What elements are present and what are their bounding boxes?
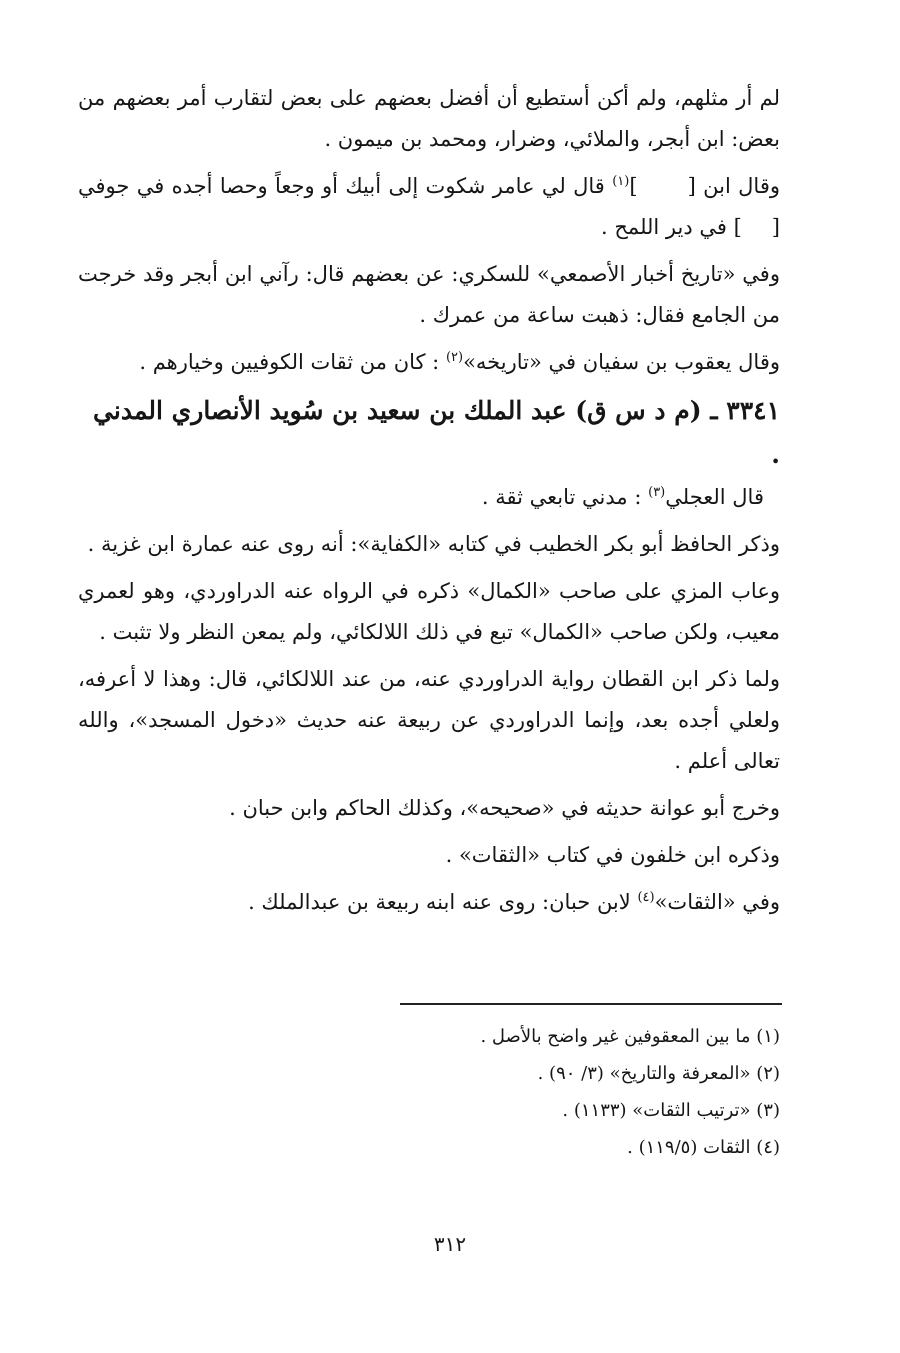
entry-sentence-3-text: وعاب المزي على صاحب «الكمال» ذكره في الرواه عنه الدراوردي، وهو لعمري معيب، ولكن صاحب «الكمال» تبع في ذلك اللالكائي، ولم يمعن النظر ولا تثبت . <box>78 579 780 644</box>
entry-sentence-1-text-b: : مدني تابعي ثقة . <box>481 485 649 509</box>
entry-sentence-4-text: ولما ذكر ابن القطان رواية الدراوردي عنه، من عند اللالكائي، قال: وهذا لا أعرفه، ولعلي أجده بعد، وإنما الدراوردي عن ربيعة عنه حديث «دخول المسجد»، والله تعالى أعلم . <box>78 667 780 773</box>
paragraph-4-text-b: : كان من ثقات الكوفيين وخيارهم . <box>139 350 446 374</box>
paragraph-1 <box>78 78 780 160</box>
entry-sentence-1-text-a: قال العجلي <box>665 485 764 509</box>
footnote-ref-2: (٢) <box>445 350 464 365</box>
paragraph-2-text-b: ] <box>629 174 638 198</box>
footnote-ref-3: (٣) <box>648 485 666 500</box>
paragraph-2-text-c: قال لي عامر شكوت إلى أبيك أو وجعاً وحصا أجده في جوفي [ <box>78 174 780 239</box>
entry-sentence-6-text: وذكره ابن خلفون في كتاب «الثقات» . <box>445 843 780 867</box>
paragraph-4-text-a: وقال يعقوب بن سفيان في «تاريخه» <box>463 350 780 374</box>
paragraph-1-text: لم أر مثلهم، ولم أكن أستطيع أن أفضل بعضهم على بعض لتقارب أمر بعضهم من بعض: ابن أبجر، والملائي، وضرار، ومحمد بن ميمون . <box>78 86 780 151</box>
footnote-1: (١) ما بين المعقوفين غير واضح بالأصل . <box>480 1026 780 1047</box>
entry-sentence-5-text: وخرج أبو عوانة حديثه في «صحيحه»، وكذلك الحاكم وابن حبان . <box>229 796 780 820</box>
footnote-4: (٤) الثقات (١١٩/٥) . <box>627 1137 780 1158</box>
paragraph-2-text-d: ] في دير اللمح . <box>601 215 742 239</box>
entry-sentence-1 <box>78 477 780 518</box>
paragraph-3-text: وفي «تاريخ أخبار الأصمعي» للسكري: عن بعضهم قال: رآني ابن أبجر وقد خرجت من الجامع فقال: ذهبت ساعة من عمرك . <box>78 262 780 327</box>
footnote-divider <box>400 1003 782 1005</box>
entry-sentence-7-text-a: وفي «الثقات» <box>654 890 780 914</box>
entry-sentence-7 <box>78 882 780 923</box>
entry-sentence-6 <box>78 835 780 876</box>
footnote-ref-1: (١) <box>612 174 630 189</box>
entry-sentence-7-text-b: لابن حبان: روى عنه ابنه ربيعة بن عبدالملك . <box>248 890 638 914</box>
paragraph-2 <box>78 166 780 248</box>
paragraph-4 <box>78 342 780 383</box>
entry-sentence-4 <box>78 659 780 782</box>
entry-heading: ٣٣٤١ ـ (م د س ق) عبد الملك بن سعيد بن سُويد الأنصاري المدني . <box>93 396 780 469</box>
footnote-3: (٣) «ترتيب الثقات» (١١٣٣) . <box>562 1100 780 1121</box>
entry-sentence-2 <box>78 524 780 565</box>
footnote-ref-4: (٤) <box>637 890 655 905</box>
paragraph-2-text-a: وقال ابن [ <box>687 174 781 198</box>
paragraph-3 <box>78 254 780 336</box>
entry-sentence-5 <box>78 788 780 829</box>
page-body <box>78 78 780 929</box>
footnotes <box>400 1018 780 1166</box>
page-number: ٣١٢ <box>433 1232 467 1256</box>
entry-sentence-3 <box>78 571 780 653</box>
footnote-2: (٢) «المعرفة والتاريخ» (٣/ ٩٠) . <box>537 1063 780 1084</box>
entry-sentence-2-text: وذكر الحافظ أبو بكر الخطيب في كتابه «الكفاية»: أنه روى عنه عمارة ابن غزية . <box>87 532 780 556</box>
